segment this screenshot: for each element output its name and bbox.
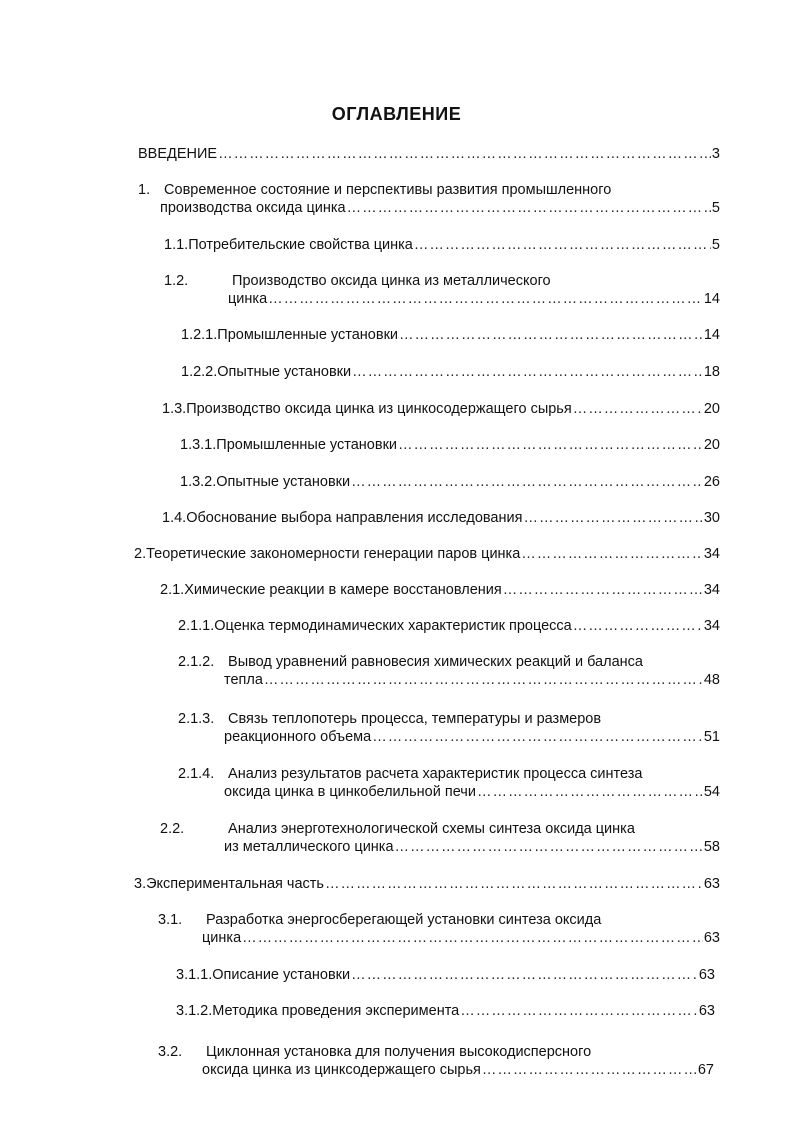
dot-leader	[523, 509, 702, 527]
toc-entry-title-cont: оксида цинка в цинкобелильной печи	[224, 784, 476, 800]
dot-leader	[482, 1061, 697, 1079]
toc-entry-1-2-2[interactable]	[181, 363, 720, 381]
toc-entry-number: 3.	[134, 876, 147, 892]
toc-entry-title: Методика проведения эксперимента	[212, 1003, 460, 1019]
dot-leader	[477, 783, 703, 801]
dot-leader	[347, 199, 711, 217]
toc-entry-1-2[interactable]	[164, 272, 720, 308]
toc-entry-3-1[interactable]	[158, 911, 720, 947]
toc-entry-number: 2.1.4.	[178, 766, 215, 782]
toc-page-number: 54	[703, 784, 720, 800]
toc-page-number: 48	[703, 672, 720, 688]
toc-entry-title: Современное состояние и перспективы развития промышленного	[164, 182, 612, 198]
toc-entry-number: 1.3.	[162, 401, 187, 417]
toc-entry-3[interactable]	[134, 875, 720, 893]
toc-entry-number: 1.2.	[164, 273, 189, 289]
toc-entry-title: Анализ энерготехнологической схемы синтеза оксида цинка	[228, 821, 635, 837]
toc-page-number: 63	[698, 967, 715, 983]
toc-entry-title: Промышленные установки	[216, 437, 398, 453]
dot-leader	[218, 145, 711, 163]
dot-leader	[460, 1002, 698, 1020]
toc-page-number: 63	[703, 876, 720, 892]
toc-entry-2-1[interactable]	[160, 581, 720, 599]
toc-entry-number: 2.2.	[160, 821, 185, 837]
toc-entry-title-cont: оксида цинка из цинксодержащего сырья	[202, 1062, 481, 1078]
page-title: ОГЛАВЛЕНИЕ	[331, 104, 462, 124]
toc-entry-1-3-2[interactable]	[180, 473, 720, 491]
toc-entry-title: Оценка термодинамических характеристик процесса	[214, 618, 572, 634]
toc-entry-title: Теоретические закономерности генерации паров цинка	[146, 546, 521, 562]
dot-leader	[573, 617, 703, 635]
toc-entry-title-cont: цинка	[202, 930, 242, 946]
toc-entry-title-cont: из металлического цинка	[224, 839, 394, 855]
toc-entry-2-1-4[interactable]	[178, 765, 720, 801]
toc-entry-2-1-3[interactable]	[178, 710, 720, 746]
toc-entry-title-cont: производства оксида цинка	[160, 200, 346, 216]
toc-entry-title: Описание установки	[212, 967, 351, 983]
dot-leader	[242, 929, 703, 947]
toc-entry-2[interactable]	[134, 545, 720, 563]
toc-page-number: 67	[697, 1062, 714, 1078]
toc-entry-number: 2.1.3.	[178, 711, 215, 727]
toc-entry-title: ВВЕДЕНИЕ	[138, 146, 218, 162]
toc-entry-number: 1.	[138, 182, 151, 198]
toc-entry-title: Производство оксида цинка из металлического	[232, 273, 551, 289]
toc-entry-number: 1.2.1.	[181, 327, 218, 343]
toc-entry-2-1-2[interactable]	[178, 653, 720, 689]
toc-entry-3-2[interactable]	[158, 1043, 714, 1079]
toc-entry-title: Промышленные установки	[217, 327, 399, 343]
toc-entry-number: 1.3.2.	[180, 474, 217, 490]
toc-entry-1[interactable]	[138, 181, 720, 217]
toc-entry-number: 1.4.	[162, 510, 187, 526]
toc-page-number: 58	[703, 839, 720, 855]
toc-entry-number: 2.1.	[160, 582, 185, 598]
toc-entry-number: 2.1.1.	[178, 618, 215, 634]
toc-entry-title-cont: тепла	[224, 672, 263, 688]
toc-page-number: 20	[703, 437, 720, 453]
toc-page-number: 14	[703, 291, 720, 307]
toc-page-number: 5	[711, 200, 720, 216]
toc-entry-title: Связь теплопотерь процесса, температуры и размеров	[228, 711, 602, 727]
toc-page-number: 34	[703, 582, 720, 598]
toc-entry-title: Анализ результатов расчета характеристик процесса синтеза	[228, 766, 643, 782]
toc-entry-title: Производство оксида цинка из цинкосодержащего сырья	[186, 401, 572, 417]
toc-entry-1-3[interactable]	[162, 400, 720, 418]
toc-page-number: 14	[703, 327, 720, 343]
toc-page-number: 51	[703, 729, 720, 745]
toc-entry-title: Обоснование выбора направления исследования	[186, 510, 523, 526]
toc-entry-title: Вывод уравнений равновесия химических реакций и баланса	[228, 654, 643, 670]
toc-entry-3-1-1[interactable]	[176, 966, 715, 984]
dot-leader	[398, 436, 703, 454]
toc-page-number: 5	[711, 237, 720, 253]
toc-entry-1-2-1[interactable]	[181, 326, 720, 344]
toc-page-number: 20	[703, 401, 720, 417]
toc-entry-number: 3.1.2.	[176, 1003, 213, 1019]
dot-leader	[521, 545, 703, 563]
toc-entry-number: 1.2.2.	[181, 364, 218, 380]
dot-leader	[395, 838, 703, 856]
toc-entry-title: Опытные установки	[217, 364, 352, 380]
toc-page-number: 26	[703, 474, 720, 490]
toc-entry-title-cont: цинка	[228, 291, 268, 307]
toc-entry-title: Потребительские свойства цинка	[188, 237, 413, 253]
toc-entry-title: Химические реакции в камере восстановления	[184, 582, 502, 598]
toc-page-number: 18	[703, 364, 720, 380]
toc-entry-number: 3.1.1.	[176, 967, 213, 983]
toc-entry-introduction[interactable]	[138, 145, 720, 163]
toc-page-number: 34	[703, 618, 720, 634]
toc-entry-title: Разработка энергосберегающей установки синтеза оксида	[206, 912, 602, 928]
toc-entry-number: 2.1.2.	[178, 654, 215, 670]
dot-leader	[351, 966, 698, 984]
toc-entry-title-cont: реакционного объема	[224, 729, 372, 745]
toc-page-number: 34	[703, 546, 720, 562]
toc-entry-number: 3.2.	[158, 1044, 183, 1060]
toc-entry-title: Опытные установки	[216, 474, 351, 490]
toc-entry-number: 1.1.	[164, 237, 189, 253]
toc-page-number: 3	[711, 146, 720, 162]
toc-entry-1-1[interactable]	[164, 236, 720, 254]
toc-entry-title: Циклонная установка для получения высокодисперсного	[206, 1044, 592, 1060]
dot-leader	[325, 875, 703, 893]
toc-entry-3-1-2[interactable]	[176, 1002, 715, 1020]
toc-entry-number: 1.3.1.	[180, 437, 217, 453]
toc-entry-2-2[interactable]	[160, 820, 720, 856]
dot-leader	[352, 363, 703, 381]
dot-leader	[268, 290, 703, 308]
dot-leader	[351, 473, 703, 491]
toc-page-number: 63	[703, 930, 720, 946]
dot-leader	[264, 671, 703, 689]
toc-entry-number: 2.	[134, 546, 147, 562]
toc-entry-1-4[interactable]	[162, 509, 720, 527]
toc-page-number: 30	[703, 510, 720, 526]
dot-leader	[372, 728, 703, 746]
toc-entry-2-1-1[interactable]	[178, 617, 720, 635]
toc-entry-title: Экспериментальная часть	[146, 876, 324, 892]
toc-entry-1-3-1[interactable]	[180, 436, 720, 454]
toc-entry-number: 3.1.	[158, 912, 183, 928]
dot-leader	[414, 236, 711, 254]
dot-leader	[399, 326, 703, 344]
dot-leader	[503, 581, 703, 599]
toc-page-number: 63	[698, 1003, 715, 1019]
dot-leader	[573, 400, 703, 418]
